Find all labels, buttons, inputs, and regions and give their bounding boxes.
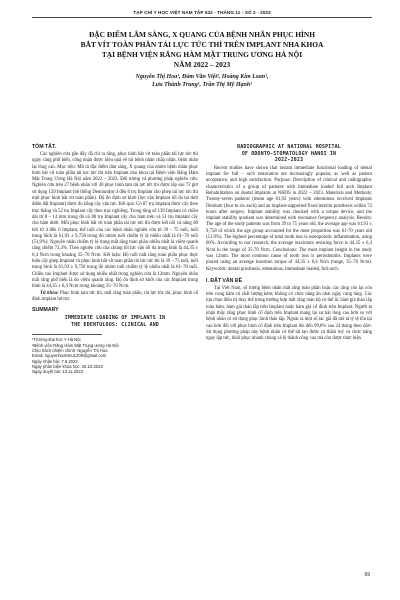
title-line: ĐẶC ĐIỂM LÂM SÀNG, X QUANG CỦA BỆNH NHÂN PHỤC HÌNH — [88, 30, 316, 39]
title-line: BẮT VÍT TOÀN PHẦN TẢI LỰC TỨC THÌ TRÊN IMPLANT NHA KHOA — [80, 40, 324, 49]
footnote-reviewed: Ngày phản biện khoa học: 25.10.2023 — [32, 363, 103, 369]
author-line: Lưu Thành Trung¹, Trần Thị Mỹ Hạnh¹ — [152, 82, 252, 88]
journal-header: TẠP CHÍ Y HỌC VIỆT NAM TẬP 532 - THÁNG 11 - SỐ 2 - 2023 — [32, 10, 372, 18]
article-title — [32, 30, 372, 70]
author-list — [32, 73, 372, 89]
page-number: 69 — [364, 572, 370, 578]
english-title-line: OF ODONTO-STOMATOLOGY HANOI IN — [241, 150, 337, 157]
introduction-paragraph: Tại Việt Nam, số lượng bệnh nhân mất răng toàn phần hoặc các răng còn lại còn trên cung hàm có chất lượng kém, không có chức năng ăn nhai ngày càng tăng. Các lựa chọn điều trị thay thế trong trường hợp mất răng toàn bộ có thể là: hàm giả tháo lắp toàn hàm, hàm giả tháo lắp trên Implant hoặc hàm giả cố định trên Implant. Người ta nhận thấy rằng phục hình cố định trên Implant mang lại sự hài lòng cao hơn so với bệnh nhân có sử dụng phục hình tháo lắp. Ngoài ra một số tác giả đã mô tả tỷ lệ tồn tại cao hơn đối với phục hình cố định trên Implant lên đến 99,8% sau 24 tháng theo dõi⁴. Sử dụng phương pháp này bệnh nhân có thể tái tạo được cả thẩm mỹ và chức năng ngay lập tức, khôi phục nhanh chóng cả lệ thành công cao mà còn được thực hiện — [206, 285, 372, 342]
english-title-line: IMMEDIATE LOADING OF IMPLANTS IN — [64, 315, 166, 322]
footnote-received: Ngày nhận bài: 7.9.2023 — [32, 358, 78, 364]
title-line: NĂM 2022 – 2023 — [173, 60, 231, 69]
left-column — [32, 144, 198, 374]
right-column — [206, 144, 372, 374]
summary-en-heading: SUMMARY — [32, 307, 59, 314]
footnote-affiliation: ¹Trường Đại học Y Hà Nội — [32, 337, 81, 343]
section-heading: I. ĐẶT VẤN ĐỀ — [206, 277, 243, 284]
keywords-label: Từ khóa: — [40, 290, 59, 296]
english-title-line: RADIOGRAPHIC AT NATIONAL HOSPITAL — [237, 144, 341, 150]
footnotes — [32, 337, 198, 374]
keywords-text: Phục hình tạm tức thì, mất răng toàn phần, tải lực tức thì, phục hình cố định implant hở trợ. — [32, 290, 198, 302]
footnote-email: Email: nguyenhoahmu1209@gmail.com — [32, 353, 107, 359]
footnote-corresponding: Chịu trách nhiệm chính: Nguyễn Thị Hoa — [32, 347, 108, 353]
abstract-vietnamese: Các nghiên cứu gần đây đã chỉ ra rằng, phục hình bắt vít toàn phần tải lực tức thì ngày càng phổ biến, công nhận được hiệu quả về tài bệnh nhân chấp nhận, bệnh nhân lại lòng cao. Mục tiêu: Mô tả đặc điểm lâm sàng, X quang của nhóm bệnh nhân phục hình bắt vít toàn phần tải lực tức thì trên Implant nha khoa tại Bệnh viện Răng Hàm Mặt Trung Ương Hà Nội năm 2022 – 2023. Đối tượng và phương pháp nghiên cứu: Nghiên cứu trên 27 bệnh nhân với 30 phục hình tạm tải lực tức thì được lắp sau 72 giờ sử dụng 139 Implant (hệ thống Dentium(tư 4 đến 6 trụ Implant cho phép tải lực tức thì một phục hình bắt vít toàn phần). Độ ổn định sơ khởi (lực vặn Implant tối đa tại thời điểm đặt Implant) được đo bằng cây vặn lực. Kết quả: Có 87 trụ Implant được cấy theo trục thẳng và 52 trụ Implant cấy theo trục nghiêng. Trong tổng số 139 Implant có chiều dài từ 8 – 14 mm trong đó có 88 trụ Implant cấy cho hàm trên và 51 trụ Implant cấy cho hàm dưới. Mỗi phục hình bắt vít toàn phần tải lực tức thì được kết nối và nâng đỡ bởi từ 4 đến 6 Implant, thể tuổi của các bệnh nhân nghiên cứu từ 39 – 75 tuổi, tuổi trung bình là 61,93 ± 9,758 trong đó nhóm tuổi chiếm tỷ lệ nhiều nhất là 61–70 tuổi (51,9%). Nguyên nhân chiếm tỷ lệ trung mất răng toàn phần nhiều nhất là viêm quanh răng chiếm 73,3%. Theo nghiên cứu của chúng tôi lực vặn tối đa trung bình là 44,35 ± 6,4 Ncm trong khoảng 35–70 Ncm. Kết luận: Độ tuổi mất răng toàn phần phục thực hiện cấy ghép Implant và phục hình bắt vít toàn phần tải lực tức thì là 39 – 75 tuổi, tuổi trung bình là 61,93 ± 9,758 trong đó nhóm tuổi chiếm tỷ lệ nhiều nhất là 61–70 tuổi. Chiều cao Implant được sử dụng nhiều nhất trong nghiên cứu là 12mm. Nguyên nhân mất răng phổ biến là do viêm quanh răng. Độ ổn định sơ khởi của các Implant trung bình là 44,35 ± 6,4 Ncm trong khoảng 35–70 Ncm. — [32, 152, 198, 290]
footnote-divider — [32, 334, 102, 335]
english-title-line: THE EDENTULOUS: CLINICAL AND — [70, 321, 160, 328]
footnote-accepted: Ngày duyệt bài: 13.11.2023 — [32, 369, 83, 375]
footnote-affiliation: ²Bệnh viện Răng Hàm Mặt Trung ương Hà Nội — [32, 342, 119, 348]
keywords-paragraph — [32, 291, 198, 304]
title-line: TẠI BỆNH VIỆN RĂNG HÀM MẶT TRUNG ƯƠNG HÀ NỘI — [101, 50, 303, 59]
abstract-english: Recent studies have shown that instant immediate functional loading of dental implant for full – arch restoration are increasingly popular, as well as patient acceptance, and high satisfaction. Purpose: Description of clinical and radiographic characteristics of a group of patients with immediate loaded full arch Implant Rehabilitation on dental implants at NHOS in 2022 – 2023. Materials and Methods: Twenty-seven patients (mean age 61,93 years) with edentulous received Implants Dentium (four to six each) and an implant-supported fixed interim prosthesis within 72 hours after surgery. Implant stability was checked with a torque device, and the implant stability quotient was determined with resonance frequency analysis. Results: The age of the study patients was from 39 to 75 years old, the average age was 61,93 ± 9,758 of which the age group accounted for the most proportion was 61-70 years old (51.9%). The highest percentage of total tooth loss is osteoporotic inflammation, using 60%. According to our research, the average maximum resisting force is 44,35 ± 6,4 Ncm in the range of 35-70 Ncm. Conclusions: The most implant height in the study was 12mm. The most common cause of tooth loss is periodontitis. Implants were placed using an average insertion torque of 44,35 ± 6,4 Ncm (range, 35–70 Ncm). Keywords: dental prosthesis, edentulous, immediate loaded, full-arch. — [206, 165, 372, 272]
summary-heading: TÓM TẮT. — [32, 144, 56, 150]
english-title-line: 2022-2023 — [274, 157, 304, 164]
two-column-body — [32, 144, 372, 374]
author-line: Nguyễn Thị Hoa¹, Đàm Văn Việt², Hoàng Kim Loan¹, — [135, 74, 269, 80]
